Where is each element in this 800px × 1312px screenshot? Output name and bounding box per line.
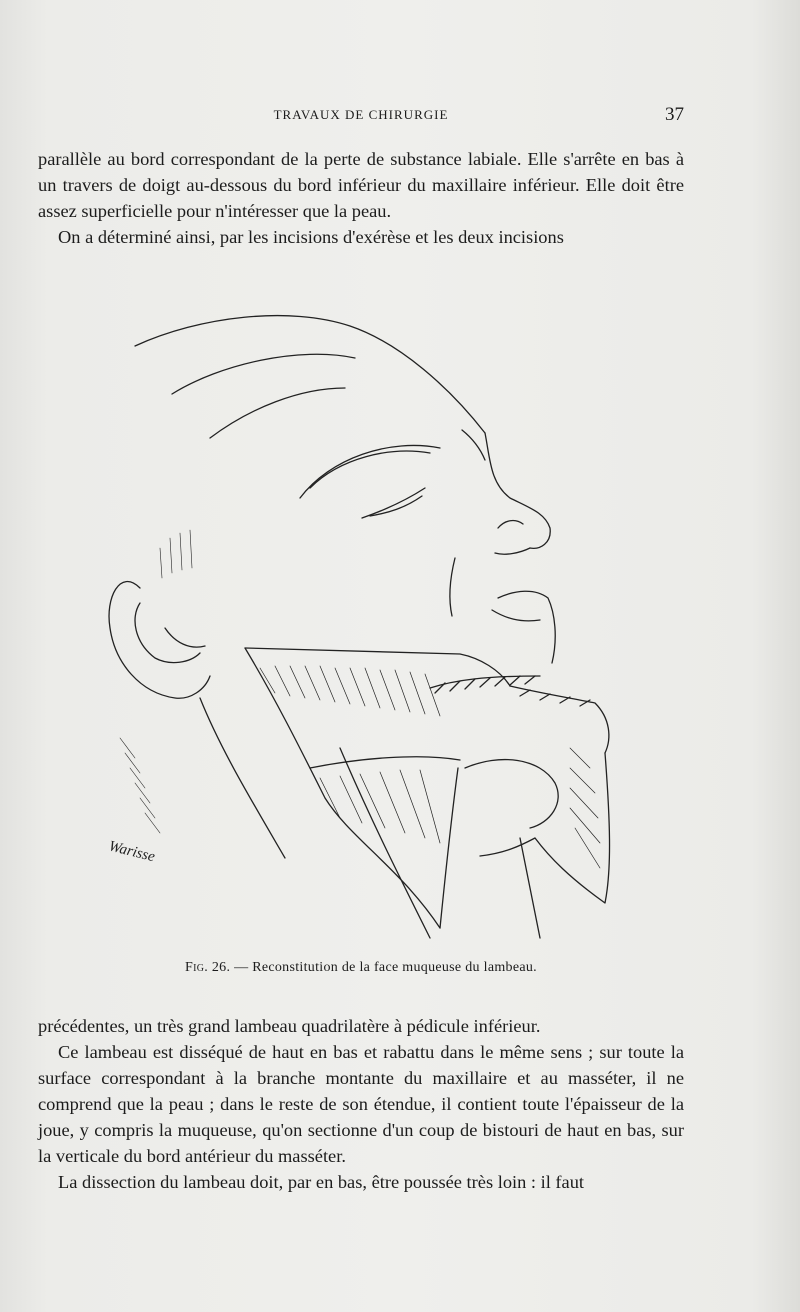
running-head: TRAVAUX DE CHIRURGIE [273, 107, 449, 122]
surgical-flap-engraving [100, 298, 640, 948]
body-text-top [38, 146, 684, 250]
paragraph-continued: parallèle au bord correspondant de la perte de substance labiale. Elle s'arrête en bas à un travers de doigt au-dessous du bord inférieur du maxillaire inférieur. Elle doit être assez superficielle pour n'intéresser que la peau. [38, 149, 684, 221]
figure-caption [38, 960, 684, 976]
body-text-bottom [38, 1013, 684, 1195]
page-number: 37 [665, 104, 684, 125]
page-header [38, 104, 684, 128]
figure-label: Fig. 26. [185, 960, 231, 975]
paragraph: La dissection du lambeau doit, par en bas, être poussée très loin : il faut [58, 1172, 585, 1192]
figure-illustration [100, 298, 640, 948]
paragraph-continued: précédentes, un très grand lambeau quadrilatère à pédicule inférieur. [38, 1016, 541, 1036]
paragraph: Ce lambeau est disséqué de haut en bas et rabattu dans le même sens ; sur toute la surface correspondant à la branche montante du maxillaire et au masséter, il ne comprend que la peau ; dans le reste de son étendue, il contient toute l'épaisseur de la joue, y compris la muqueuse, qu'on sectionne d'un coup de bistouri de haut en bas, sur la verticale du bord antérieur du masséter. [38, 1042, 684, 1166]
paragraph: On a déterminé ainsi, par les incisions d'exérèse et les deux incisions [58, 227, 564, 247]
figure-caption-text: — Reconstitution de la face muqueuse du lambeau. [234, 960, 537, 975]
engraver-signature: Warisse [107, 838, 157, 866]
